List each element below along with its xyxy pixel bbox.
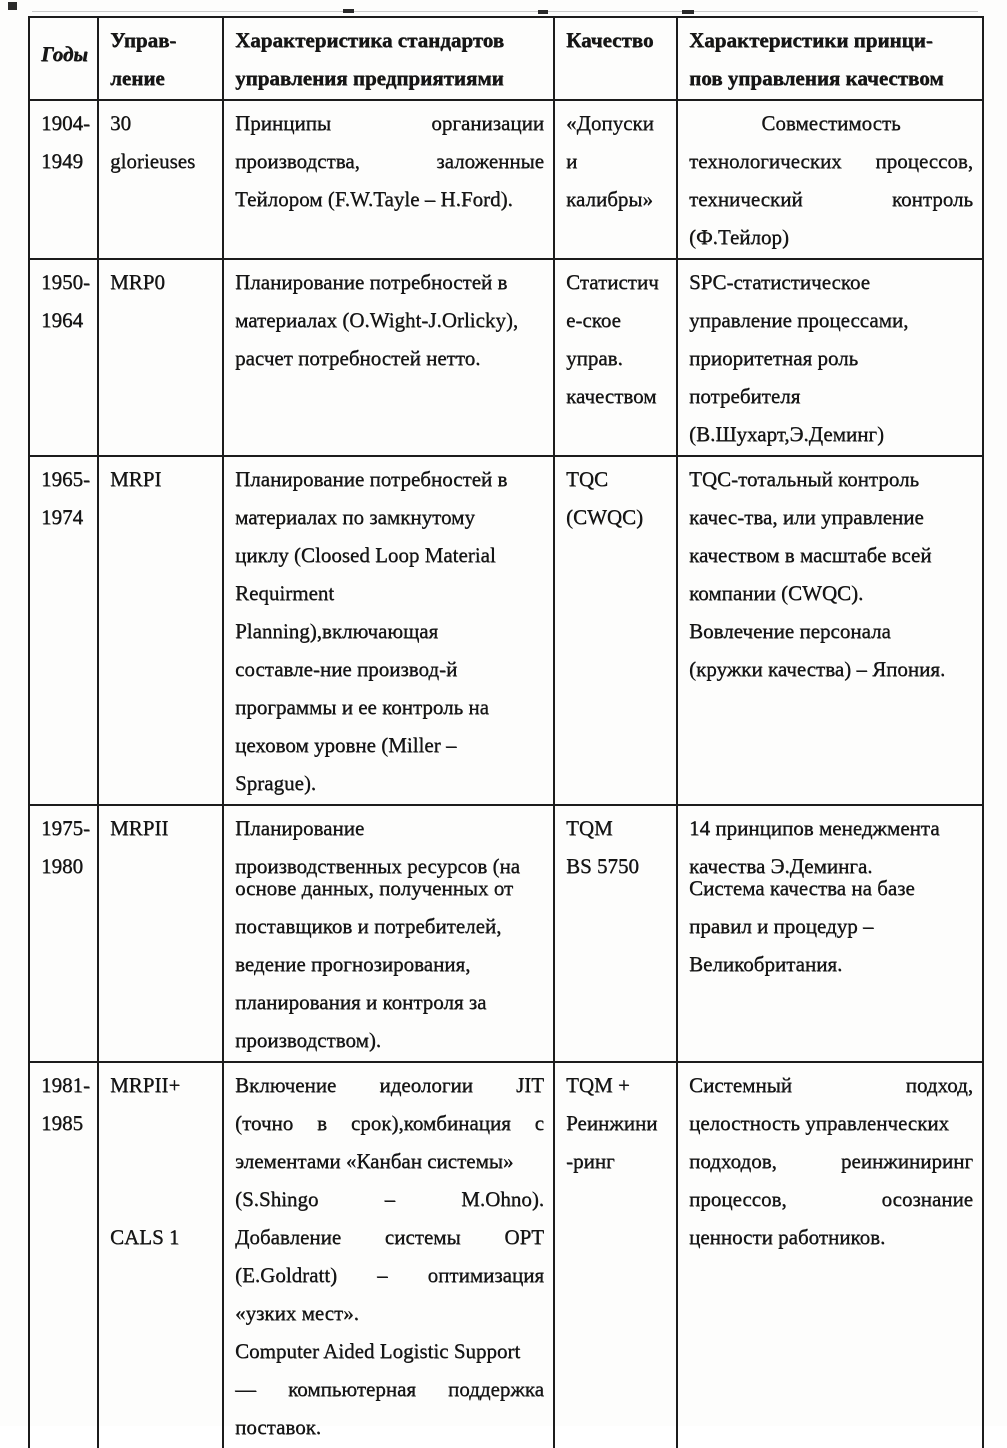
cell-line: Управ- — [110, 28, 177, 52]
cell-line: поставщиков и потребителей, — [235, 914, 502, 938]
cell-line: программы и ее контроль на — [235, 695, 489, 719]
cell-line: Принципы организации — [235, 111, 544, 135]
cell-line: производством). — [235, 1028, 382, 1052]
cell-line: элементами «Канбан системы» — [235, 1149, 514, 1173]
management-quality-evolution-table — [28, 16, 984, 1448]
cell-principles — [677, 805, 983, 1062]
scan-artifact — [682, 10, 694, 14]
cell-standards — [223, 805, 554, 1062]
cell-line: Computer Aided Logistic Support — [235, 1339, 521, 1363]
table-row-1975-1980 — [29, 805, 983, 1062]
cell-line: MRP0 — [110, 270, 165, 294]
header-years — [29, 17, 98, 100]
cell-line: Вовлечение персонала — [689, 619, 891, 643]
cell-line: потребителя — [689, 384, 801, 408]
cell-line: (точно в срок),комбинация с — [235, 1111, 544, 1135]
cell-line: управление процессами, — [689, 308, 909, 332]
cell-management — [98, 100, 223, 259]
cell-line: управления предприятиями — [235, 66, 504, 90]
cell-line: целостность управленческих — [689, 1111, 950, 1135]
cell-line: калибры» — [566, 187, 653, 211]
scan-echo-line — [32, 11, 978, 12]
cell-line: «Допуски — [566, 111, 654, 135]
cell-line: MRPII+ — [110, 1073, 181, 1097]
cell-line: Планирование потребностей в — [235, 467, 508, 491]
cell-standards — [223, 1062, 554, 1448]
cell-line: (Ф.Тейлор) — [689, 225, 789, 249]
cell-line: Великобритания. — [689, 952, 843, 976]
cell-line: Requirment — [235, 581, 335, 605]
cell-line: планирования и контроля за — [235, 990, 487, 1014]
cell-line: 1904- — [41, 111, 90, 135]
cell-line: качес-тва, или управление — [689, 505, 924, 529]
cell-management — [98, 259, 223, 456]
cell-line: основе данных, полученных от — [235, 876, 514, 900]
cell-line: качеством в масштабе всей — [689, 543, 932, 567]
cell-line: 1975- — [41, 816, 90, 840]
cell-line: (В.Шухарт,Э.Деминг) — [689, 422, 884, 446]
cell-line: 1985 — [41, 1111, 83, 1135]
cell-quality — [554, 259, 677, 456]
cell-years — [29, 259, 98, 456]
cell-line: Совместимость — [761, 111, 901, 135]
cell-line: Планирование потребностей в — [235, 270, 508, 294]
cell-line: качества Э.Деминга. — [689, 854, 873, 878]
cell-line: управ. — [566, 346, 623, 370]
cell-years — [29, 456, 98, 805]
cell-line: TQC-тотальный контроль — [689, 467, 920, 491]
header-quality-principles — [677, 17, 983, 100]
cell-standards — [223, 456, 554, 805]
cell-management — [98, 805, 223, 1062]
cell-line: пов управления качеством — [689, 66, 944, 90]
cell-line: 1980 — [41, 854, 83, 878]
cell-line: TQM — [566, 816, 613, 840]
cell-line: Система качества на базе — [689, 876, 915, 900]
cell-line: технологических процессов, — [689, 149, 973, 173]
cell-management — [98, 1062, 223, 1448]
cell-line: и — [566, 149, 578, 173]
cell-line: -ринг — [566, 1149, 615, 1173]
cell-line: MRPII — [110, 816, 169, 840]
scan-artifact — [343, 9, 354, 13]
scan-artifact — [538, 10, 548, 14]
cell-line: циклу (Cloosed Loop Material — [235, 543, 496, 567]
cell-line: Planning),включающая — [235, 619, 439, 643]
cell-line: (S.Shingo – M.Ohno). — [235, 1187, 544, 1211]
cell-principles — [677, 456, 983, 805]
cell-line: (CWQC) — [566, 505, 643, 529]
header-row — [29, 17, 983, 100]
header-quality-label: Качество — [566, 28, 654, 52]
cell-line: цеховом уровне (Miller – — [235, 733, 457, 757]
cell-line: производства, заложенные — [235, 149, 544, 173]
scan-artifact — [8, 2, 17, 10]
header-management — [98, 17, 223, 100]
cell-line: ведение прогнозирования, — [235, 952, 471, 976]
header-quality — [554, 17, 677, 100]
table-row-1981-1985 — [29, 1062, 983, 1448]
header-years-label: Годы — [41, 42, 88, 66]
cell-line: ценности работников. — [689, 1225, 886, 1249]
cell-line: 1949 — [41, 149, 83, 173]
cell-line: поставок. — [235, 1415, 322, 1439]
table-row-1904-1949 — [29, 100, 983, 259]
cell-line: е-ское — [566, 308, 621, 332]
cell-line — [110, 1106, 213, 1144]
cell-quality — [554, 805, 677, 1062]
cell-line: 1974 — [41, 505, 83, 529]
cell-line: 1965- — [41, 467, 90, 491]
cell-line: составле-ние производ-й — [235, 657, 458, 681]
cell-line: — компьютерная поддержка — [235, 1377, 544, 1401]
cell-line: ление — [110, 66, 165, 90]
cell-line: MRPI — [110, 467, 162, 491]
cell-line: Включение идеологии JIT — [235, 1073, 544, 1097]
cell-line: (E.Goldratt) – оптимизация — [235, 1263, 544, 1287]
cell-line: компании (CWQC). — [689, 581, 864, 605]
table-row-1965-1974 — [29, 456, 983, 805]
cell-line: 14 принципов менеджмента — [689, 816, 940, 840]
table-row-1950-1964 — [29, 259, 983, 456]
cell-line: SPC-статистическое — [689, 270, 870, 294]
cell-line: Реинжини — [566, 1111, 658, 1135]
cell-line: 1950- — [41, 270, 90, 294]
cell-line: Системный подход, — [689, 1073, 973, 1097]
cell-line: процессов, осознание — [689, 1187, 973, 1211]
cell-line: Тейлором (F.W.Tayle – H.Ford). — [235, 187, 513, 211]
cell-line: Sprague). — [235, 771, 317, 795]
cell-line: 1964 — [41, 308, 83, 332]
cell-standards — [223, 259, 554, 456]
cell-line: правил и процедур – — [689, 914, 874, 938]
cell-years — [29, 805, 98, 1062]
header-standards — [223, 17, 554, 100]
cell-quality — [554, 100, 677, 259]
cell-line: приоритетная роль — [689, 346, 859, 370]
cell-line: материалах по замкнутому — [235, 505, 475, 529]
cell-line: TQC — [566, 467, 608, 491]
cell-line: glorieuses — [110, 149, 196, 173]
cell-line: производственных ресурсов (на — [235, 854, 520, 878]
cell-line: Добавление системы OPT — [235, 1225, 544, 1249]
cell-line — [110, 1182, 213, 1220]
cell-standards — [223, 100, 554, 259]
cell-line: Планирование — [235, 816, 365, 840]
cell-line: Характеристика стандартов — [235, 28, 505, 52]
cell-line: BS 5750 — [566, 854, 639, 878]
cell-line: 30 — [110, 111, 131, 135]
cell-line: Характеристики принци- — [689, 28, 933, 52]
cell-quality — [554, 456, 677, 805]
cell-principles — [677, 100, 983, 259]
cell-line — [110, 1144, 213, 1182]
cell-line: расчет потребностей нетто. — [235, 346, 481, 370]
cell-line: Статистич — [566, 270, 659, 294]
cell-quality — [554, 1062, 677, 1448]
cell-line: качеством — [566, 384, 657, 408]
cell-line: «узких мест». — [235, 1301, 359, 1325]
cell-line: TQM + — [566, 1073, 630, 1097]
cell-line: материалах (O.Wight-J.Orlicky), — [235, 308, 519, 332]
cell-principles — [677, 1062, 983, 1448]
cell-line: CALS 1 — [110, 1225, 180, 1249]
cell-management — [98, 456, 223, 805]
cell-line: технический контроль — [689, 187, 973, 211]
cell-years — [29, 100, 98, 259]
cell-line: (кружки качества) – Япония. — [689, 657, 946, 681]
cell-line: подходов, реинжиниринг — [689, 1149, 973, 1173]
cell-principles — [677, 259, 983, 456]
cell-line: 1981- — [41, 1073, 90, 1097]
cell-years — [29, 1062, 98, 1448]
